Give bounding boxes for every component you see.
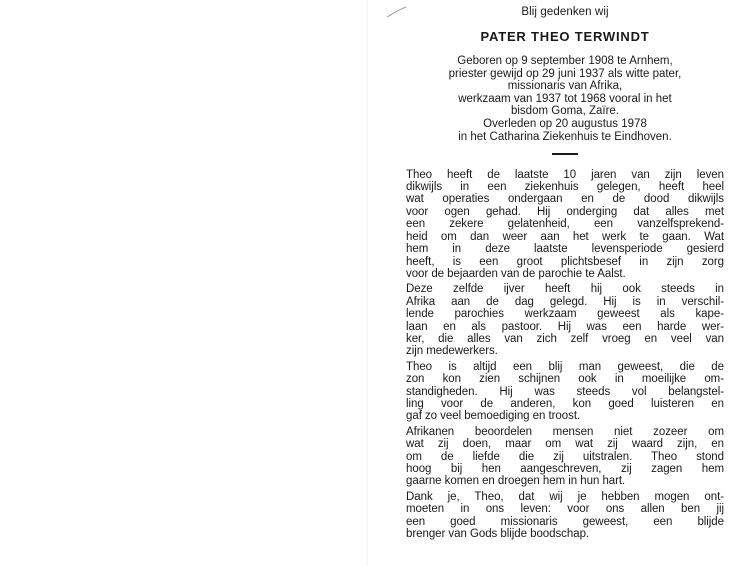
text-line: Afrikanen beoordelen mensen niet zozeer om [406,425,724,438]
text-line: ker, die alles van zich zelf vroeg en veel van [406,332,724,345]
bio-line: priester gewijd op 29 juni 1937 als witte pater, [448,67,682,80]
paragraph [406,491,724,541]
bio-line: missionaris van Afrika, [507,80,623,93]
text-line: gaf zo veel bemoediging en troost. [406,410,581,423]
text-line: laan en als pastoor. Hij was een harde wer- [406,320,724,333]
paragraph [406,361,724,423]
text-line: zijn medewerkers. [406,345,498,358]
bio-line: bisdom Goma, Zaïre. [510,105,619,118]
intro-line: Blij gedenken wij [521,6,609,18]
memorial-text-panel [406,6,724,543]
text-line: zon kon zien schijnen ook in moeilijke om- [406,373,724,386]
text-line: wat operaties ondergaan en de dood dikwijls [406,193,724,206]
bio-line: Overleden op 20 augustus 1978 [483,117,647,130]
text-line: Afrika aan de dag gelegd. Hij is in verschil- [406,295,724,308]
text-line: om de liefde die zij uitstralen. Theo stond [406,450,724,463]
text-line: heeft, is een groot plichtsbesef in zijn zorg [406,255,724,268]
text-line: Dank je, Theo, dat wij je hebben mogen ont- [406,490,724,503]
text-line: Deze zelfde ijver heeft hij ook steeds in [406,283,724,296]
text-line: brenger van Gods blijde boodschap. [406,528,590,541]
paragraph [406,283,724,357]
bio-line: in het Catharina Ziekenhuis te Eindhoven. [458,130,672,143]
text-line: lende parochies werkzaam geweest als kape- [406,308,724,321]
text-line: gaarne komen en droegen hem in hun hart. [406,475,626,488]
text-line: dikwijls in een ziekenhuis gelegen, heeft heel [406,181,724,194]
text-line: een goed missionaris geweest, een blijde [406,515,724,528]
biography-block [406,55,724,143]
paragraph [406,426,724,488]
card-fold-line [367,0,368,566]
remembrance-text [406,169,724,541]
text-line: ling voor de anderen, kon goed luisteren en [406,397,724,410]
pen-mark [386,5,408,19]
bio-line: werkzaam van 1937 tot 1968 vooral in het [458,92,672,105]
text-line: hem in deze laatste levensperiode gesierd [406,243,724,256]
text-line: heid om dan weer aan het werk te gaan. Wat [406,230,724,243]
text-line: voor ogen gehad. Hij onderging dat alles met [406,205,724,218]
text-line: Theo heeft de laatste 10 jaren van zijn leven [406,168,724,181]
text-line: wat zij doen, maar om wat zij waard zijn, en [406,438,724,451]
paragraph [406,169,724,281]
section-divider [552,153,578,155]
text-line: moeten in ons leven: voor ons allen ben jij [406,503,724,516]
text-line: Theo is altijd een blij man geweest, die de [406,360,724,373]
text-line: een zekere gelatenheid, een vanzelfsprekend- [406,218,724,231]
deceased-name: PATER THEO TERWINDT [480,29,650,44]
text-line: voor de bejaarden van de parochie te Aalst. [406,267,626,280]
text-line: standigheden. Hij was steeds vol belangstel- [406,385,724,398]
bio-line: Geboren op 9 september 1908 te Arnhem, [457,55,673,67]
text-line: hoog bij hen aangeschreven, zij zagen hem [406,463,724,475]
